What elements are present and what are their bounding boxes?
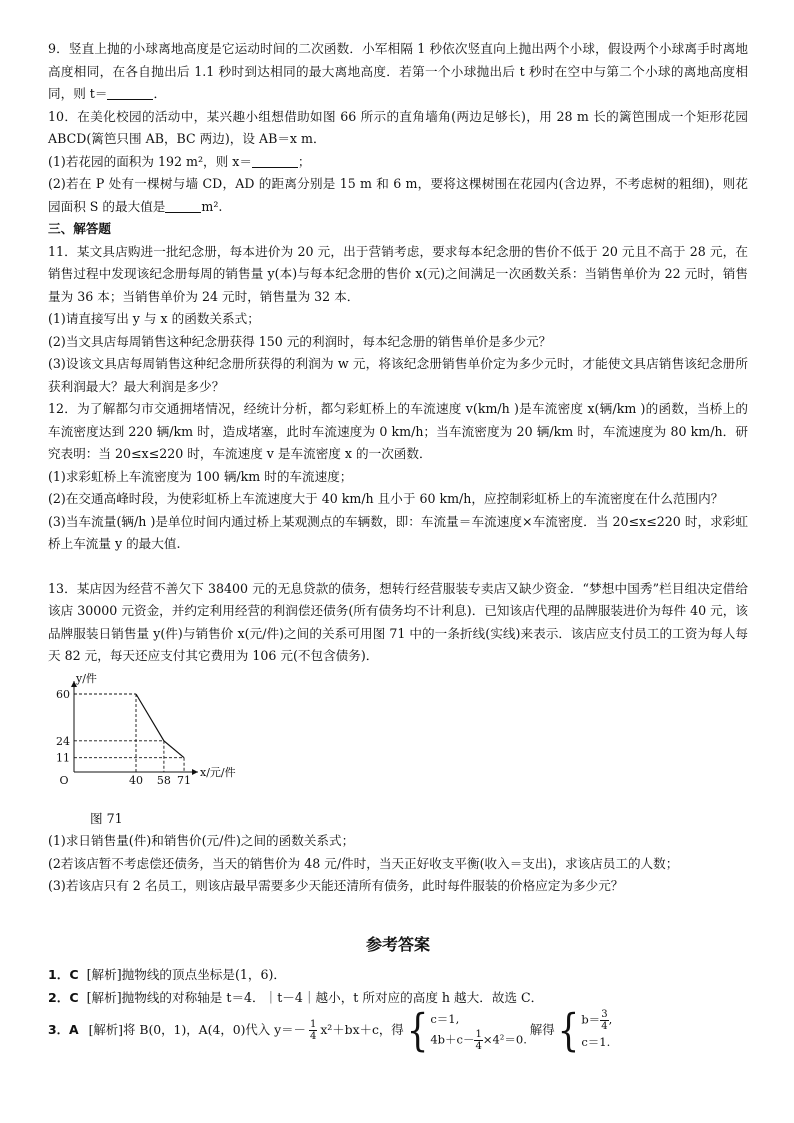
fraction: $\frac{1}{4}$ [475,1029,482,1052]
question-10-part-2: (2)若在 P 处有一棵树与墙 CD，AD 的距离分别是 15 m 和 6 m，要将这棵树围在花园内(含边界，不考虑树的粗细)，则花园面积 S 的最大值是 m². [48,176,748,214]
question-13-part-3: (3)若该店只有 2 名员工，则该店最早需要多少天能还清所有债务，此时每件服装的价格应定为多少元？ [48,878,624,893]
question-12-part-3: (3)当车流量(辆/h )是单位时间内通过桥上某观测点的车辆数，即：车流量＝车流速度×车流密度．当 20≤x≤220 时，求彩虹桥上车流量 y 的最大值. [48,513,748,551]
question-13-part-1: (1)求日销售量(件)和销售价(元/件)之间的函数关系式； [48,833,355,848]
fraction: $\frac{3}{4}$ [601,1009,608,1032]
question-12-part-2: (2)在交通高峰时段，为使彩虹桥上车流速度大于 40 km/h 且小于 60 km/h，应控制彩虹桥上的车流密度在什么范围内？ [48,491,724,506]
question-12-part-1: (1)求彩虹桥上车流密度为 100 辆/km 时的车流速度； [48,468,353,484]
question-10-intro: 10．在美化校园的活动中，某兴趣小组想借助如图 66 所示的直角墙角(两边足够长)，用 28 m 长的篱笆围成一个矩形花园 ABCD(篱笆只围 AB，BC 两边)，设 AB＝x m． [48,108,748,146]
x-tick-label: 58 [156,773,171,787]
question-11-part-1: (1)请直接写出 y 与 x 的函数关系式； [48,311,260,326]
question-9: 9．竖直上抛的小球离地高度是它运动时间的二次函数．小军相隔 1 秒依次竖直向上抛出两个小球，假设两个小球离手时离地高度相同，在各自抛出后 1.1 秒时到达相同的最大离地高度．若第一个小球抛出后 t 秒时在空中与第二个小球的离地高度相同，则 t＝ ． [48,41,748,101]
answer-3: 3．A [解析]将 B(0，1)，A(4，0)代入 y＝－ $\frac{1}{4}$ x²＋bx＋c，得 { c＝1, 4b＋c－ $\frac{1}{4}$ ×4²＝0. 解得 { b＝ $\frac{3}{4}$ , c＝1. [48,1004,613,1057]
figure-71-chart [52,670,252,808]
figure-caption: 图 71 [90,810,123,826]
question-11-part-3: (3)设该文具店每周销售这种纪念册所获得的利润为 w 元，将该纪念册销售单价定为多少元时，才能使文具店销售该纪念册所获利润最大？最大利润是多少？ [48,356,748,394]
section-heading: 三、解答题 [48,221,111,236]
y-axis-label: y/件 [76,671,97,685]
answer-1: 1．C [解析]抛物线的顶点坐标是(1，6)． [48,967,287,982]
x-axis-arrow [192,769,198,775]
answer-blank [107,85,153,100]
origin-label: O [59,773,69,787]
equation-system-1: { c＝1, 4b＋c－ $\frac{1}{4}$ ×4²＝0. [406,1004,527,1057]
question-10-part-1: (1)若花园的面积为 192 m²，则 x＝ ； [48,153,311,169]
equation-system-2: { b＝ $\frac{3}{4}$ , c＝1. [557,1004,613,1057]
question-11-intro: 11．某文具店购进一批纪念册，每本进价为 20 元，出于营销考虑，要求每本纪念册的售价不低于 20 元且不高于 28 元，在销售过程中发现该纪念册每周的销售量 y(本)与每本纪念册的售价 x(元)之间满足一次函数关系：当销售单价为 22 元时，销售量为 36 本；当销售单价为 24 元时，销售量为 32 本． [48,243,748,304]
answer-2: 2．C [解析]抛物线的对称轴是 t＝4．｜t－4｜越小，t 所对应的高度 h 越大．故选 C． [48,989,544,1005]
answers-title: 参考答案 [365,934,430,954]
x-tick-label: 71 [177,773,192,787]
question-11-part-2: (2)当文具店每周销售这种纪念册获得 150 元的利润时，每本纪念册的销售单价是多少元？ [48,333,552,349]
x-tick-label: 40 [129,773,143,787]
answer-blank [165,198,201,213]
series-line [136,694,184,758]
x-axis-label: x/元/件 [200,765,236,779]
page [48,38,748,1057]
y-tick-label: 24 [56,734,70,748]
answer-blank [252,153,298,168]
chart-svg [52,670,252,790]
question-13-intro: 13．某店因为经营不善欠下 38400 元的无息贷款的债务，想转行经营服装专卖店又缺少资金．“梦想中国秀”栏目组决定借给该店 30000 元资金，并约定利用经营的利润偿还债务(所有债务均不计利息)．已知该店代理的品牌服装进价为每件 40 元，该品牌服装日销售量 y(件)与销售价 x(元/件)之间的关系可用图 71 中的一条折线(实线)来表示．该店应支付员工的工资为每人每天 82 元，每天还应支付其它费用为 106 元(不包含债务)． [48,580,748,663]
question-13-part-2: (2若该店暂不考虑偿还债务，当天的销售价为 48 元/件时，当天正好收支平衡(收入＝支出)，求该店员工的人数； [48,855,679,871]
y-tick-label: 60 [56,687,70,701]
fraction: $\frac{1}{4}$ [309,1019,317,1042]
y-tick-label: 11 [56,751,70,765]
question-12-intro: 12．为了解都匀市交通拥堵情况，经统计分析，都匀彩虹桥上的车流速度 v(km/h )是车流密度 x(辆/km )的函数，当桥上的车流密度达到 220 辆/km 时，造成堵塞，此时车流速度为 0 km/h；当车流密度为 20 辆/km 时，车流速度为 80 km/h．研究表明：当 20≤x≤220 时，车流速度 v 是车流密度 x 的一次函数． [48,401,748,461]
